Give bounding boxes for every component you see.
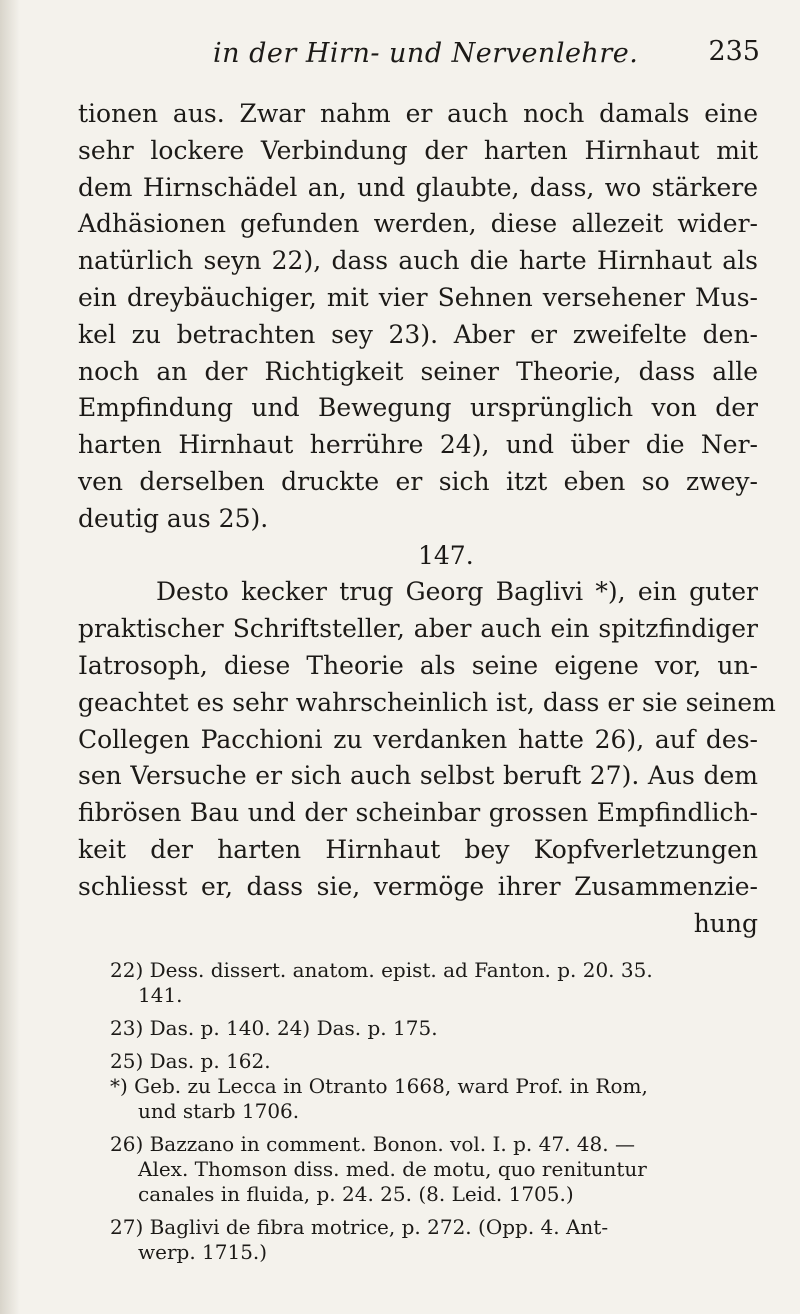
footnote: 25) Das. p. 162. [110, 1049, 271, 1073]
text-line: Iatrosoph, diese Theorie als seine eigene vor, un- [78, 650, 758, 680]
page-edge-shadow [0, 0, 20, 1314]
footnote-continuation: 141. [138, 983, 183, 1007]
text-line: dem Hirnschädel an, und glaubte, dass, wo stärkere [78, 172, 758, 202]
text-line: geachtet es sehr wahrscheinlich ist, dass er sie seinem [78, 687, 776, 717]
text-line: ven derselben druckte er sich itzt eben so zwey- [78, 466, 758, 496]
footnote: 23) Das. p. 140. 24) Das. p. 175. [110, 1016, 438, 1040]
text-line: schliesst er, dass sie, vermöge ihrer Zusammenzie- [78, 871, 758, 901]
text-line: noch an der Richtigkeit seiner Theorie, dass alle [78, 356, 758, 386]
text-line: deutig aus 25). [78, 503, 269, 533]
text-line: natürlich seyn 22), dass auch die harte Hirnhaut als [78, 246, 758, 276]
text-line: Desto kecker trug Georg Baglivi *), ein guter [156, 577, 758, 607]
text-line: sehr lockere Verbindung der harten Hirnhaut mit [78, 135, 758, 165]
text-line: praktischer Schriftsteller, aber auch ein spitzfindiger [78, 614, 758, 644]
body-text [78, 96, 776, 942]
footnote: 27) Baglivi de fibra motrice, p. 272. (Opp. 4. Ant- [110, 1215, 609, 1239]
page-header [78, 30, 760, 80]
footnote-continuation: Alex. Thomson diss. med. de motu, quo renituntur [138, 1157, 647, 1181]
footnote: 22) Dess. dissert. anatom. epist. ad Fanton. p. 20. 35. [110, 958, 653, 982]
catchword: hung [693, 908, 758, 938]
text-line: sen Versuche er sich auch selbst beruft 27). Aus dem [78, 761, 758, 791]
text-line: tionen aus. Zwar nahm er auch noch damals eine [78, 99, 758, 128]
running-head: in der Hirn- und Nervenlehre. [213, 38, 639, 69]
text-line: kel zu betrachten sey 23). Aber er zweifelte den- [78, 319, 758, 349]
text-line: harten Hirnhaut herrühre 24), und über die Ner- [78, 430, 758, 460]
text-line: ein dreybäuchiger, mit vier Sehnen versehener Mus- [78, 282, 758, 312]
text-line: Empfindung und Bewegung ursprünglich von der [78, 393, 758, 423]
footnote-continuation: und starb 1706. [138, 1099, 300, 1123]
footnote-continuation: werp. 1715.) [138, 1240, 268, 1264]
footnote: 26) Bazzano in comment. Bonon. vol. I. p. 47. 48. — [110, 1132, 635, 1156]
page-number: 235 [708, 36, 760, 67]
footnotes [110, 958, 760, 1265]
text-line: keit der harten Hirnhaut bey Kopfverletzungen [78, 834, 758, 864]
section-number: 147. [418, 540, 474, 570]
text-line: Collegen Pacchioni zu verdanken hatte 26), auf des- [78, 724, 758, 754]
text-line: Adhäsionen gefunden werden, diese allezeit wider- [78, 209, 758, 239]
footnote-continuation: canales in fluida, p. 24. 25. (8. Leid. 1705.) [138, 1182, 574, 1206]
text-line: fibrösen Bau und der scheinbar grossen Empfindlich- [78, 798, 758, 828]
footnote: *) Geb. zu Lecca in Otranto 1668, ward Prof. in Rom, [110, 1074, 648, 1098]
